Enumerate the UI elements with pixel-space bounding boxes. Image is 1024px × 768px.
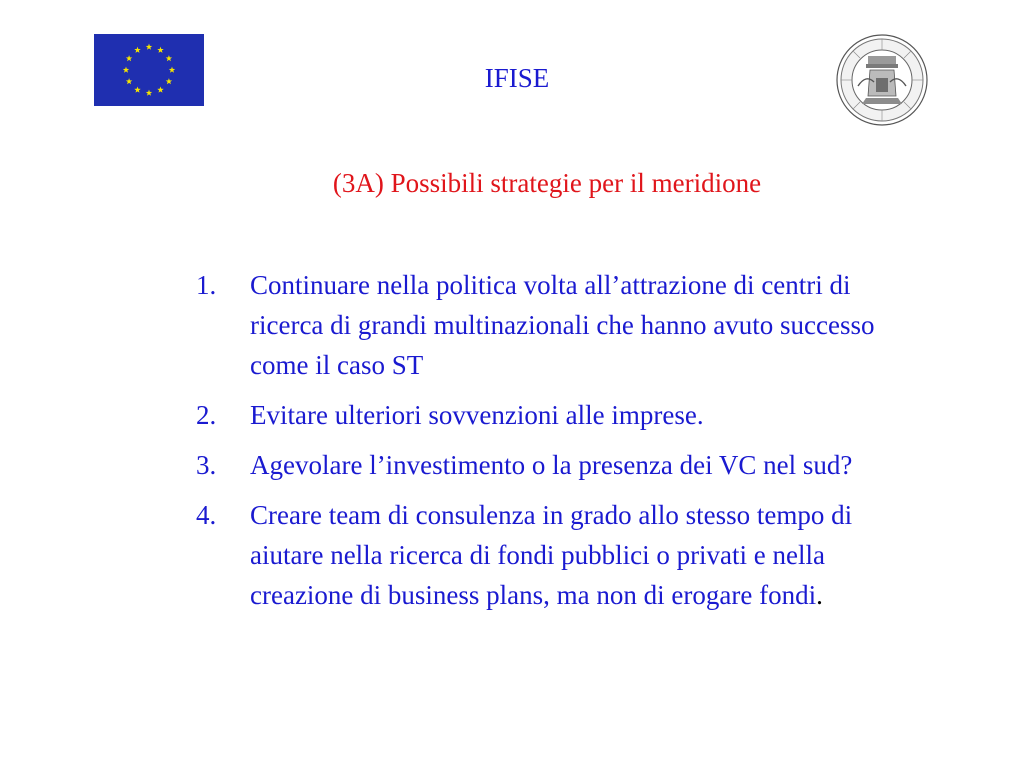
list-item	[196, 495, 916, 615]
university-seal-icon	[836, 34, 928, 126]
list-item-text	[250, 495, 916, 615]
list-item-text	[250, 265, 916, 385]
list-item	[196, 395, 916, 435]
list-item	[196, 445, 916, 485]
header-title: IFISE	[484, 63, 550, 93]
strategy-list	[196, 265, 916, 625]
list-item-body: Continuare nella politica volta all’attrazione di centri di ricerca di grandi multinazionali che hanno avuto successo come il caso ST	[250, 270, 875, 380]
list-item-number: 4.	[196, 500, 217, 530]
list-item	[196, 265, 916, 385]
list-item-end: .	[816, 580, 823, 610]
slide-title: (3A) Possibili strategie per il meridione	[332, 168, 762, 198]
list-item-text	[250, 395, 916, 435]
list-item-body: Creare team di consulenza in grado allo stesso tempo di aiutare nella ricerca di fondi pubblici o privati e nella creazione di business plans, ma non di erogare fondi	[250, 500, 853, 610]
list-item-number: 3.	[196, 450, 217, 480]
list-item-number: 1.	[196, 270, 217, 300]
list-item-number: 2.	[196, 400, 217, 430]
list-item-body: Evitare ulteriori sovvenzioni alle imprese.	[250, 400, 704, 430]
list-item-body: Agevolare l’investimento o la presenza dei VC nel sud?	[250, 450, 853, 480]
list-item-text	[250, 445, 916, 485]
